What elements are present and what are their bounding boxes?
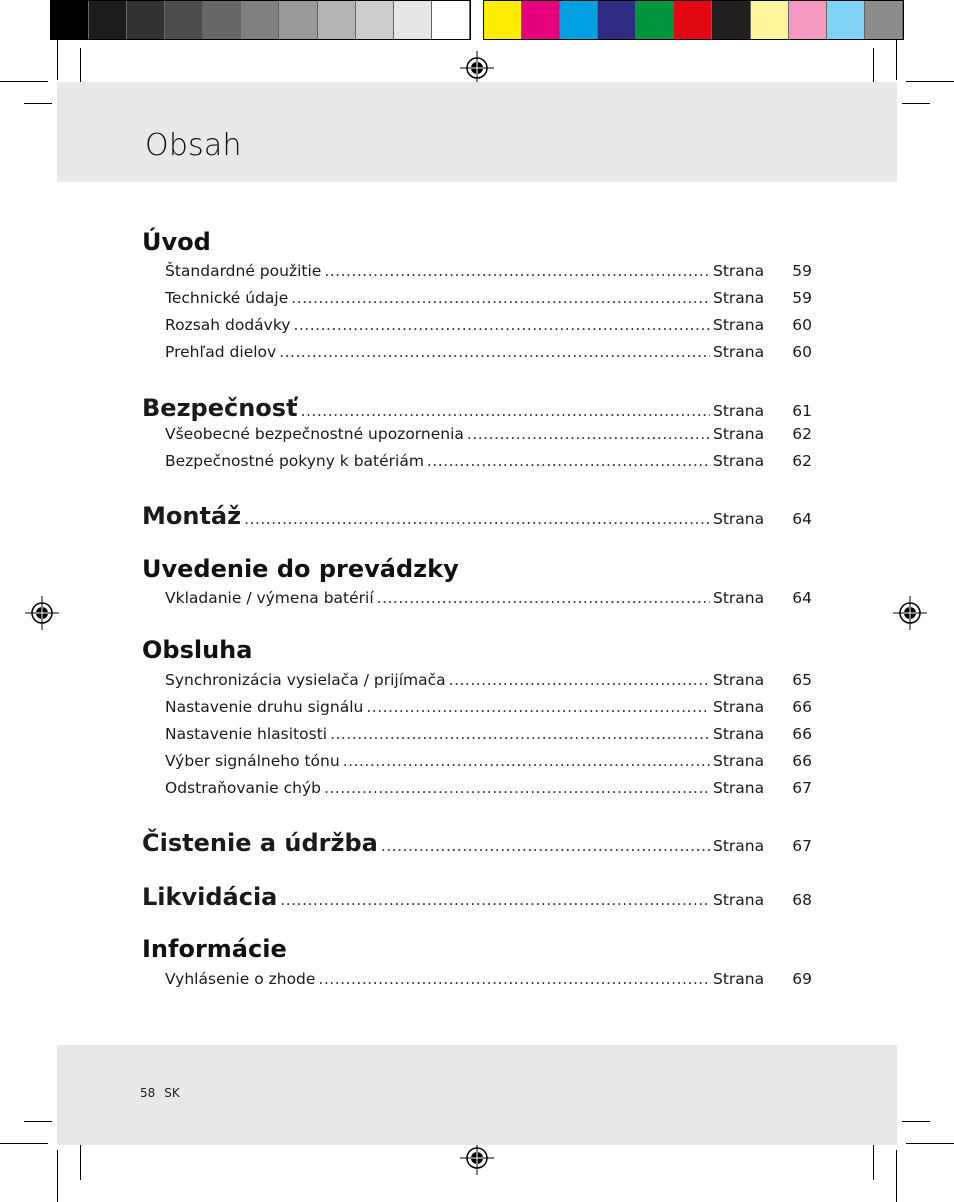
toc-entry[interactable]: Technické údaje ..... Strana 59 [142, 289, 812, 311]
crop-mark [906, 81, 954, 82]
footer [140, 1086, 189, 1100]
toc-entry[interactable]: Vkladanie / výmena batérií ..... Strana 64 [142, 589, 812, 611]
toc-entry-cistenie[interactable]: Čistenie a údržba ..... Strana 67 [142, 829, 812, 859]
toc-entry[interactable]: Všeobecné bezpečnostné upozornenia ..... Strana 62 [142, 425, 812, 447]
color-swatch [318, 1, 356, 39]
color-swatch [751, 1, 789, 39]
color-swatch [484, 1, 522, 39]
color-swatch [165, 1, 203, 39]
registration-mark-icon [460, 1141, 494, 1175]
color-swatch [51, 1, 89, 39]
color-swatch [636, 1, 674, 39]
toc-entry[interactable]: Nastavenie druhu signálu ..... Strana 66 [142, 698, 812, 720]
color-swatch [712, 1, 750, 39]
color-swatch [865, 1, 903, 39]
crop-mark [24, 103, 52, 104]
color-swatch [356, 1, 394, 39]
toc-entry[interactable]: Prehľad dielov ..... Strana 60 [142, 343, 812, 365]
crop-mark [896, 40, 897, 80]
crop-mark [902, 103, 930, 104]
color-swatch [789, 1, 827, 39]
color-swatch [432, 1, 470, 39]
color-swatch [827, 1, 865, 39]
toc-entry[interactable]: Vyhlásenie o zhode ..... Strana 69 [142, 970, 812, 992]
registration-mark-icon [25, 596, 59, 630]
page-number: 58 [140, 1086, 156, 1100]
toc-heading-uvod: Úvod [142, 228, 211, 256]
color-swatch [203, 1, 241, 39]
toc-entry[interactable]: Nastavenie hlasitosti ..... Strana 66 [142, 725, 812, 747]
crop-mark [906, 1143, 954, 1144]
toc-entry[interactable]: Bezpečnostné pokyny k batériám ..... Strana 62 [142, 452, 812, 474]
toc-heading-obsluha: Obsluha [142, 636, 253, 664]
toc-entry[interactable]: Štandardné použitie ..... Strana 59 [142, 262, 812, 284]
crop-mark [57, 1150, 58, 1202]
toc-entry[interactable]: Rozsah dodávky ..... Strana 60 [142, 316, 812, 338]
toc-entry[interactable]: Výber signálneho tónu ..... Strana 66 [142, 752, 812, 774]
color-swatch [394, 1, 432, 39]
crop-mark [24, 1121, 52, 1122]
crop-mark [0, 1143, 48, 1144]
color-swatch [598, 1, 636, 39]
process-color-bar [483, 0, 904, 40]
color-swatch [522, 1, 560, 39]
language-code: SK [164, 1086, 180, 1100]
crop-mark [896, 1150, 897, 1202]
color-swatch [279, 1, 317, 39]
toc-entry-montaz[interactable]: Montáž ..... Strana 64 [142, 502, 812, 532]
crop-mark [0, 81, 48, 82]
toc-heading-informacie: Informácie [142, 935, 287, 963]
registration-mark-icon [893, 596, 927, 630]
grayscale-color-bar [50, 0, 471, 40]
crop-mark [902, 1121, 930, 1122]
color-swatch [674, 1, 712, 39]
toc-entry[interactable]: Odstraňovanie chýb ..... Strana 67 [142, 779, 812, 801]
color-swatch [127, 1, 165, 39]
toc-entry-bezpecnost[interactable]: Bezpečnosť ..... Strana 61 [142, 394, 812, 424]
page-title: Obsah [145, 128, 242, 163]
toc-entry[interactable]: Synchronizácia vysielača / prijímača ..... Strana 65 [142, 671, 812, 693]
toc-heading-uvedenie: Uvedenie do prevádzky [142, 555, 459, 583]
toc-entry-likvidacia[interactable]: Likvidácia ..... Strana 68 [142, 883, 812, 913]
color-swatch [241, 1, 279, 39]
color-swatch [89, 1, 127, 39]
color-swatch [560, 1, 598, 39]
crop-mark [57, 40, 58, 80]
registration-mark-icon [460, 51, 494, 85]
